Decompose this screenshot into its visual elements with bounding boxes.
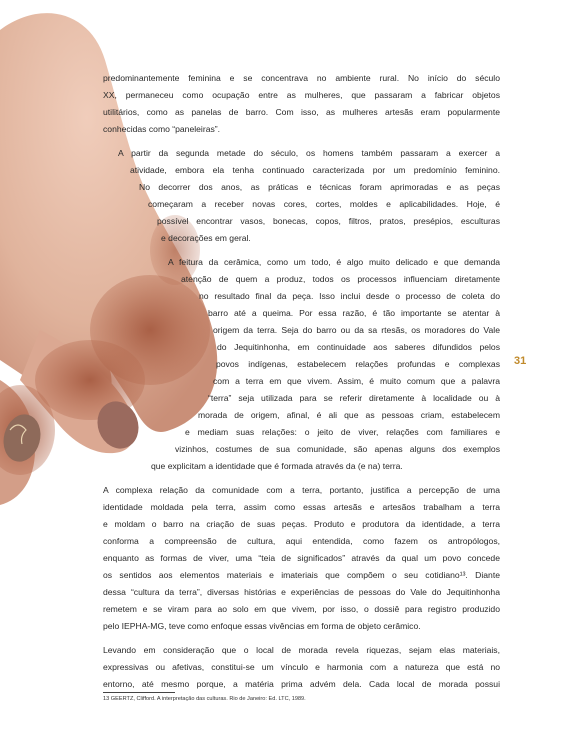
text-line: vizinhos, costumes de sua comunidade, são apenas alguns dos exemplos <box>175 444 500 454</box>
text-line: identidade moldada pela terra, assim como essas artesãs e artesãos trabalham a terra <box>103 502 500 512</box>
page-number: 31 <box>514 355 527 367</box>
text-line: origem da terra. Seja do barro ou da sa rtesãs, os moradores do Vale <box>213 325 500 335</box>
text-line: XX, permaneceu como ocupação entre as mulheres, que passaram a fabricar objetos <box>103 90 500 100</box>
text-line: conforma a compreensão de cultura, aqui entendida, como fazem os antropólogos, <box>103 536 500 546</box>
text-line: dessa “cultura da terra”, diversas histórias e experiências de pessoas do Vale do Jequitinhonha <box>103 587 500 597</box>
text-line: No decorrer dos anos, as práticas e técnicas foram aprimoradas e as peças <box>139 182 500 192</box>
text-line: possível encontrar vasos, bonecas, copos, filtros, pratos, presépios, esculturas <box>157 216 500 226</box>
text-line: expressivas ou afetivas, constitui-se um vínculo e harmonia com a natureza que está no <box>103 662 500 672</box>
footnote: 13 GEERTZ, Clifford. A interpretação das culturas. Rio de Janeiro: Ed. LTC, 1989. <box>103 696 306 702</box>
text-line: A partir da segunda metade do século, os homens também passaram a exercer a <box>118 148 500 158</box>
text-line: com a terra em que vivem. Assim, é muito comum que a palavra <box>213 376 500 386</box>
text-line: atividade, embora ela tenha continuado caracterizada por um predomínio feminino. <box>130 165 500 175</box>
text-line: A complexa relação da comunidade com a terra, portanto, justifica a percepção de uma <box>103 485 500 495</box>
text-line: Levando em consideração que o local de morada revela riquezas, sejam elas materiais, <box>103 645 500 655</box>
text-line: predominantemente feminina e se concentrava no ambiente rural. No início do século <box>103 73 500 83</box>
text-line: enquanto as formas de viver, uma “teia de significados” através da qual um povo concede <box>103 553 500 563</box>
text-line: os sentidos aos elementos materiais e imateriais que compõem o seu cotidiano¹³. Diante <box>103 570 500 580</box>
text-line: e moldam o barro na criação de suas peças. Produto e produtora da identidade, a terra <box>103 519 500 529</box>
text-line: entorno, até mesmo porque, a matéria prima advém dela. Cada local de morada possui <box>103 679 500 689</box>
text-line: remetem e se viram para ao solo em que vivem, por isso, o dossiê para registro produzido <box>103 604 500 614</box>
text-line: pelo IEPHA-MG, teve como enfoque essas vivências em forma de objeto cerâmico. <box>103 621 421 631</box>
text-line: atenção de quem a produz, todos os processos influenciam diretamente <box>181 274 500 284</box>
text-line: conhecidas como “paneleiras”. <box>103 124 221 134</box>
text-line: que explicitam a identidade que é formada através da (e na) terra. <box>151 461 403 471</box>
text-line: povos indígenas, estabelecem relações profundas e complexas <box>216 359 500 369</box>
text-line: no resultado final da peça. Isso inclui desde o processo de coleta do <box>199 291 500 301</box>
text-line: “terra” seja utilizada para se referir diretamente à localidade ou à <box>208 393 500 403</box>
text-line: utilitários, como as panelas de barro. Com isso, as mulheres artesãs eram popularmente <box>103 107 500 117</box>
text-line: barro até a queima. Por essa razão, é tão importante se atentar à <box>208 308 500 318</box>
text-line: e mediam suas relações: o jeito de viver, relações com familiares e <box>185 427 500 437</box>
text-line: morada de origem, afinal, é ali que as pessoas criam, estabelecem <box>198 410 500 420</box>
text-line: começaram a receber novas cores, cortes, moldes e aplicabilidades. Hoje, é <box>148 199 500 209</box>
text-line: e decorações em geral. <box>161 233 251 243</box>
text-line: do Jequitinhonha, em continuidade aos saberes difundidos pelos <box>217 342 500 352</box>
text-line: A feitura da cerâmica, como um todo, é algo muito delicado e que demanda <box>168 257 500 267</box>
footnote-divider <box>103 692 175 693</box>
